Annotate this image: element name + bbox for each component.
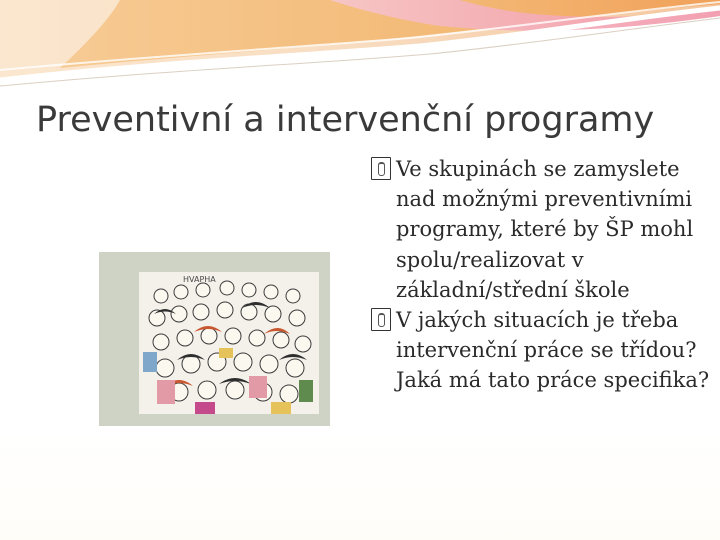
bullet-item [371,154,711,305]
classroom-drawing-image [99,252,330,426]
bullet-text: Ve skupinách se zamyslete nad možnými preventivními programy, které by ŠP mohl spolu/realizovat v základní/střední škole [396,157,694,302]
bullet-list [371,154,711,396]
header-wave-decoration [0,0,720,95]
bullet-text: V jakých situacích je třeba intervenční práce se třídou? Jaká má tato práce specifika? [396,308,710,393]
missing-glyph-box-icon [371,308,391,331]
missing-glyph-box-icon [371,157,391,180]
bullet-item [371,305,711,396]
drawing-caption: HVAPHA [183,275,216,284]
slide-title: Preventivní a intervenční programy [36,100,655,140]
